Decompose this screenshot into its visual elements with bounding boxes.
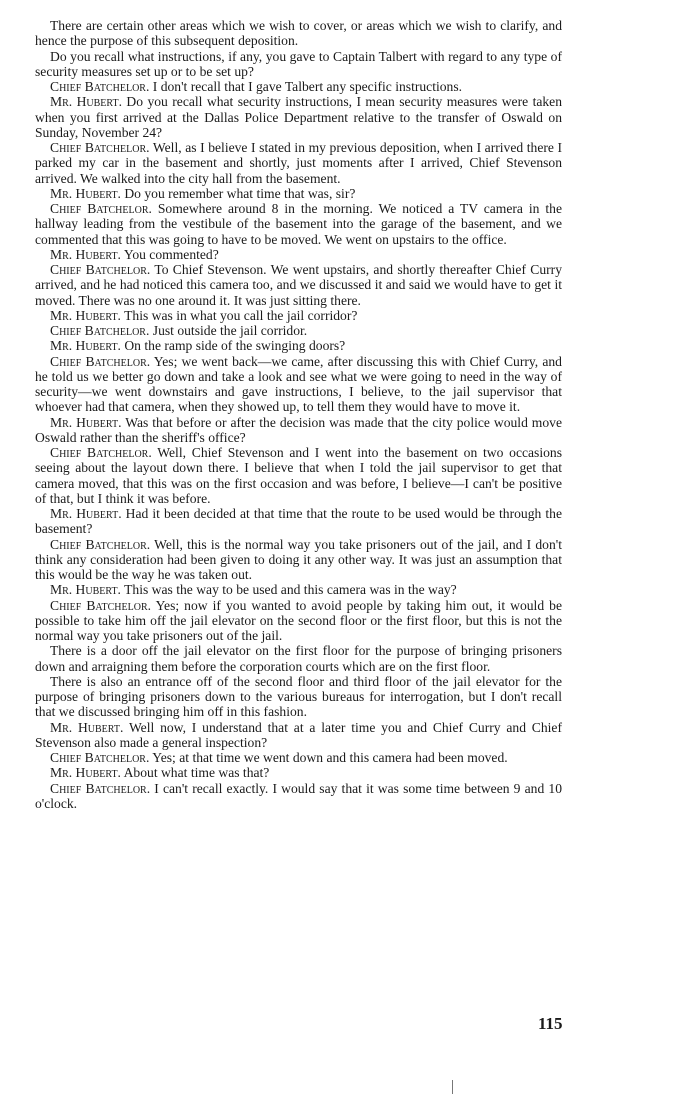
speaker-name: Mr. Hubert. xyxy=(50,582,121,598)
paragraph xyxy=(35,247,562,262)
speaker-name: Mr. Hubert. xyxy=(50,94,122,110)
speaker-name: Chief Batchelor. xyxy=(50,140,150,155)
paragraph xyxy=(35,765,562,780)
paragraph xyxy=(35,94,562,140)
paragraph xyxy=(35,338,562,353)
paragraph xyxy=(35,140,562,186)
paragraph xyxy=(35,582,562,597)
paragraph xyxy=(35,18,562,49)
paragraph xyxy=(35,674,562,720)
paragraph-text: This was in what you call the jail corridor? xyxy=(124,307,358,323)
paragraph xyxy=(35,49,562,80)
paragraph-text: Do you remember what time that was, sir? xyxy=(124,185,356,201)
speaker-name: Chief Batchelor. xyxy=(50,323,150,338)
speaker-name: Chief Batchelor. xyxy=(50,201,152,216)
speaker-name: Chief Batchelor. xyxy=(50,445,152,460)
speaker-name: Mr. Hubert. xyxy=(50,185,121,201)
paragraph xyxy=(35,720,562,751)
paragraph xyxy=(35,537,562,583)
paragraph xyxy=(35,445,562,506)
paragraph-text: I can't recall exactly. I would say that it was some time between 9 and 10 o'clock. xyxy=(35,780,562,811)
speaker-name: Chief Batchelor. xyxy=(50,750,150,765)
paragraph-text: I don't recall that I gave Talbert any specific instructions. xyxy=(152,79,463,94)
paragraph xyxy=(35,643,562,674)
paragraph-text: Was that before or after the decision was made that the city police would move Oswald rather than the sheriff's office? xyxy=(35,414,563,445)
paragraph-text: Had it been decided at that time that the route to be used would be through the basement? xyxy=(35,506,562,537)
paragraph xyxy=(35,506,562,537)
paragraph-text: Do you recall what instructions, if any, you gave to Captain Talbert with regard to any type of security measures set up or to be set up? xyxy=(35,48,562,79)
paragraph-text: About what time was that? xyxy=(123,765,270,781)
paragraph-text: Well now, I understand that at a later time you and Chief Curry and Chief Stevenson also made a general inspection? xyxy=(35,719,562,750)
page-number: 115 xyxy=(538,1014,563,1033)
paragraph-text: There are certain other areas which we wish to cover, or areas which we wish to clarify, and hence the purpose of this subsequent deposition. xyxy=(35,18,562,49)
paragraph-text: Somewhere around 8 in the morning. We noticed a TV camera in the hallway leading from the vestibule of the basement into the garage of the basement, and we commented that this was going to have to be moved. We went on upstairs to the office. xyxy=(35,201,563,247)
speaker-name: Mr. Hubert. xyxy=(50,765,121,781)
paragraph-text: Yes; at that time we went down and this camera had been moved. xyxy=(152,750,508,765)
speaker-name: Mr. Hubert. xyxy=(50,414,122,430)
speaker-name: Chief Batchelor. xyxy=(50,353,151,369)
paragraph-text: This was the way to be used and this camera was in the way? xyxy=(124,582,457,598)
speaker-name: Mr. Hubert. xyxy=(50,719,124,735)
paragraph-text: On the ramp side of the swinging doors? xyxy=(124,338,346,354)
paragraph-text: Yes; now if you wanted to avoid people by taking him out, it would be possible to take him off the jail elevator on the second floor or the first floor, but this is not the normal way you take prisoners out of the jail. xyxy=(35,597,563,643)
paragraph-text: There is a door off the jail elevator on the first floor for the purpose of bringing prisoners down and arraigning them before the corporation courts which are on the first floor. xyxy=(35,643,562,674)
scan-mark xyxy=(452,1080,453,1094)
speaker-name: Chief Batchelor. xyxy=(50,262,151,277)
speaker-name: Chief Batchelor. xyxy=(50,79,150,94)
paragraph-text: You commented? xyxy=(123,246,219,262)
speaker-name: Chief Batchelor. xyxy=(50,597,152,613)
paragraph-text: Yes; we went back—we came, after discussing this with Chief Curry, and he told us we better go down and take a look and see what we were going to need in the way of security—we went downstairs and gave instructions, I believe, to the jail supervisor that whoever had that camera, when they showed up, to tell them they would have to move it. xyxy=(35,353,562,415)
speaker-name: Mr. Hubert. xyxy=(50,506,122,521)
speaker-name: Mr. Hubert. xyxy=(50,307,121,323)
paragraph xyxy=(35,186,562,201)
deposition-text xyxy=(35,18,562,811)
paragraph xyxy=(35,262,562,308)
paragraph xyxy=(35,79,562,94)
paragraph xyxy=(35,354,562,415)
speaker-name: Chief Batchelor. xyxy=(50,536,151,552)
paragraph xyxy=(35,415,562,446)
speaker-name: Chief Batchelor. xyxy=(50,780,151,796)
paragraph-text: There is also an entrance off of the second floor and third floor of the jail elevator for the purpose of bringing prisoners down to the various bureaus for interrogation, but I don't recall that we discussed bringing him off in this fashion. xyxy=(35,673,562,720)
paragraph-text: To Chief Stevenson. We went upstairs, and shortly thereafter Chief Curry arrived, and he had noticed this camera too, and we discussed it and said we would have to get it moved. There was no one around it. It was just sitting there. xyxy=(35,262,562,308)
paragraph xyxy=(35,750,562,765)
paragraph-text: Do you recall what security instructions, I mean security measures were taken when you first arrived at the Dallas Police Department relative to the transfer of Oswald on Sunday, November 24? xyxy=(35,94,563,140)
paragraph xyxy=(35,598,562,644)
paragraph-text: Well, this is the normal way you take prisoners out of the jail, and I don't think any consideration had been given to doing it any other way. It was just an assumption that this would be the way he was taken out. xyxy=(35,536,563,582)
paragraph-text: Well, Chief Stevenson and I went into the basement on two occasions seeing about the layout down there. I believe that when I told the jail supervisor to get that camera moved, that this was on the first occasion and was before, I believe—I can't be positive of that, but I think it was before. xyxy=(35,445,563,506)
paragraph xyxy=(35,781,562,812)
paragraph xyxy=(35,308,562,323)
paragraph xyxy=(35,201,562,247)
speaker-name: Mr. Hubert. xyxy=(50,246,121,262)
paragraph-text: Well, as I believe I stated in my previous deposition, when I arrived there I parked my car in the basement and shortly, just moments after I arrived, Chief Stevenson arrived. We walked into the city hall from the basement. xyxy=(35,140,563,186)
paragraph-text: Just outside the jail corridor. xyxy=(152,323,308,338)
speaker-name: Mr. Hubert. xyxy=(50,338,121,354)
paragraph xyxy=(35,323,562,338)
